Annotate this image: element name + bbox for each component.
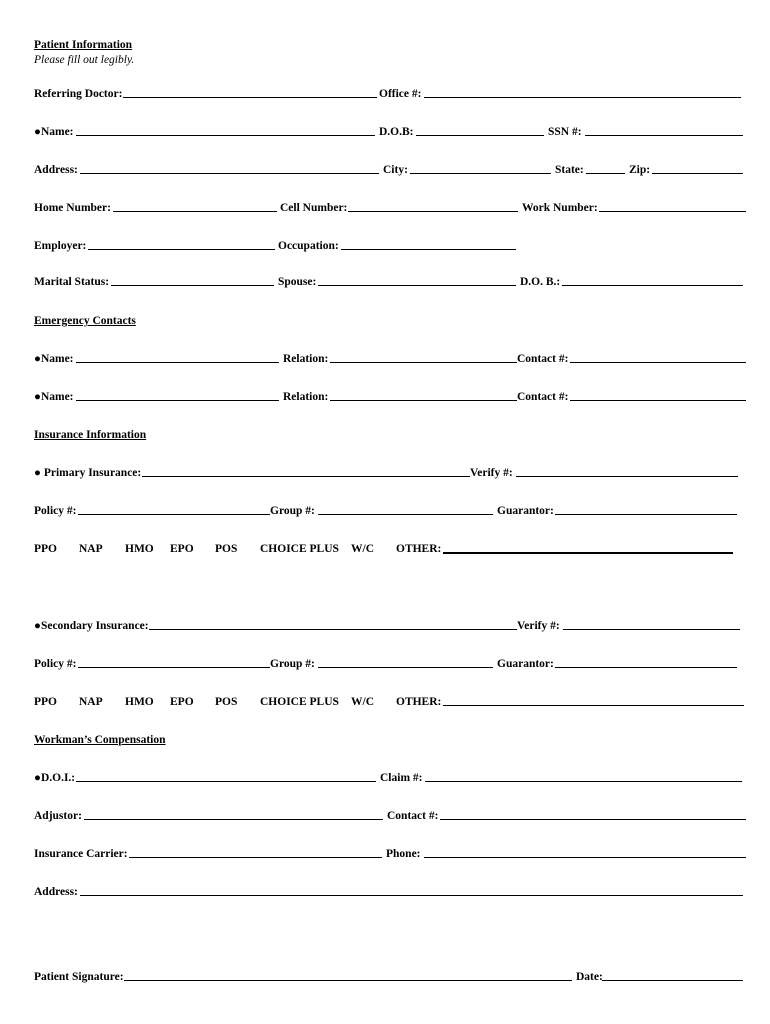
emergency-1-contact-field[interactable]: [570, 362, 746, 363]
secondary-plan-choice-plus[interactable]: CHOICE PLUS: [260, 696, 339, 708]
primary-group-label: Group #:: [270, 505, 315, 517]
secondary-plan-hmo[interactable]: HMO: [125, 696, 154, 708]
phone-label: Phone:: [386, 848, 421, 860]
primary-insurance-label: ● Primary Insurance:: [34, 467, 142, 479]
workman-address-field[interactable]: [80, 895, 743, 896]
secondary-guarantor-field[interactable]: [555, 667, 737, 668]
primary-plan-epo[interactable]: EPO: [170, 543, 194, 555]
section-title-insurance-information: Insurance Information: [34, 429, 147, 441]
date-label: Date:: [576, 971, 603, 983]
ssn-field[interactable]: [585, 135, 743, 136]
office-field[interactable]: [424, 97, 741, 98]
referring-doctor-label: Referring Doctor:: [34, 88, 123, 100]
state-field[interactable]: [586, 173, 625, 174]
primary-plan-hmo[interactable]: HMO: [125, 543, 154, 555]
emergency-2-name-field[interactable]: [76, 400, 279, 401]
primary-guarantor-field[interactable]: [555, 514, 737, 515]
spouse-dob-field[interactable]: [562, 285, 743, 286]
primary-policy-label: Policy #:: [34, 505, 77, 517]
city-label: City:: [383, 164, 408, 176]
patient-name-label: ●Name:: [34, 126, 74, 138]
secondary-other-field[interactable]: [443, 705, 744, 706]
insurance-carrier-label: Insurance Carrier:: [34, 848, 128, 860]
patient-name-field[interactable]: [76, 135, 375, 136]
section-title-patient-information: Patient Information: [34, 39, 133, 51]
adjustor-label: Adjustor:: [34, 810, 82, 822]
secondary-plan-wc[interactable]: W/C: [351, 696, 374, 708]
section-title-workmans-compensation: Workman’s Compensation: [34, 734, 166, 746]
referring-doctor-field[interactable]: [123, 97, 377, 98]
patient-signature-field[interactable]: [124, 980, 572, 981]
spouse-field[interactable]: [318, 285, 516, 286]
zip-field[interactable]: [652, 173, 743, 174]
secondary-plan-ppo[interactable]: PPO: [34, 696, 57, 708]
emergency-1-name-label: ●Name:: [34, 353, 74, 365]
emergency-1-name-field[interactable]: [76, 362, 279, 363]
claim-label: Claim #:: [380, 772, 423, 784]
spouse-dob-label: D.O. B.:: [520, 276, 561, 288]
primary-plan-ppo[interactable]: PPO: [34, 543, 57, 555]
claim-field[interactable]: [425, 781, 742, 782]
secondary-guarantor-label: Guarantor:: [497, 658, 554, 670]
secondary-insurance-label: ●Secondary Insurance:: [34, 620, 149, 632]
patient-signature-label: Patient Signature:: [34, 971, 124, 983]
workman-contact-field[interactable]: [440, 819, 746, 820]
secondary-other-label: OTHER:: [396, 696, 442, 708]
secondary-group-label: Group #:: [270, 658, 315, 670]
primary-insurance-field[interactable]: [142, 476, 470, 477]
doi-label: ●D.O.I.:: [34, 772, 76, 784]
form-instructions: Please fill out legibly.: [34, 54, 135, 66]
primary-plan-pos[interactable]: POS: [215, 543, 238, 555]
cell-number-field[interactable]: [348, 211, 518, 212]
cell-number-label: Cell Number:: [280, 202, 348, 214]
occupation-field[interactable]: [341, 249, 516, 250]
work-number-label: Work Number:: [522, 202, 598, 214]
zip-label: Zip:: [629, 164, 651, 176]
spouse-label: Spouse:: [278, 276, 317, 288]
work-number-field[interactable]: [599, 211, 746, 212]
primary-group-field[interactable]: [318, 514, 493, 515]
employer-label: Employer:: [34, 240, 87, 252]
ssn-label: SSN #:: [548, 126, 582, 138]
primary-policy-field[interactable]: [78, 514, 270, 515]
employer-field[interactable]: [88, 249, 275, 250]
doi-field[interactable]: [76, 781, 376, 782]
secondary-policy-field[interactable]: [78, 667, 270, 668]
marital-status-label: Marital Status:: [34, 276, 110, 288]
adjustor-field[interactable]: [84, 819, 383, 820]
workman-address-label: Address:: [34, 886, 78, 898]
secondary-verify-label: Verify #:: [517, 620, 560, 632]
secondary-plan-epo[interactable]: EPO: [170, 696, 194, 708]
home-number-label: Home Number:: [34, 202, 111, 214]
primary-other-label: OTHER:: [396, 543, 442, 555]
primary-verify-field[interactable]: [516, 476, 738, 477]
secondary-group-field[interactable]: [318, 667, 493, 668]
primary-other-field[interactable]: [443, 552, 733, 554]
date-field[interactable]: [602, 980, 743, 981]
workman-contact-label: Contact #:: [387, 810, 439, 822]
marital-status-field[interactable]: [111, 285, 274, 286]
emergency-2-relation-field[interactable]: [330, 400, 517, 401]
secondary-plan-nap[interactable]: NAP: [79, 696, 103, 708]
city-field[interactable]: [410, 173, 551, 174]
primary-verify-label: Verify #:: [470, 467, 513, 479]
address-label: Address:: [34, 164, 78, 176]
emergency-2-contact-label: Contact #:: [517, 391, 569, 403]
dob-label: D.O.B:: [379, 126, 414, 138]
primary-guarantor-label: Guarantor:: [497, 505, 554, 517]
primary-plan-nap[interactable]: NAP: [79, 543, 103, 555]
emergency-2-name-label: ●Name:: [34, 391, 74, 403]
occupation-label: Occupation:: [278, 240, 339, 252]
dob-field[interactable]: [416, 135, 544, 136]
address-field[interactable]: [80, 173, 379, 174]
emergency-2-contact-field[interactable]: [570, 400, 746, 401]
secondary-policy-label: Policy #:: [34, 658, 77, 670]
emergency-1-contact-label: Contact #:: [517, 353, 569, 365]
insurance-carrier-field[interactable]: [129, 857, 382, 858]
emergency-1-relation-field[interactable]: [330, 362, 517, 363]
secondary-verify-field[interactable]: [563, 629, 740, 630]
emergency-1-relation-label: Relation:: [283, 353, 329, 365]
section-title-emergency-contacts: Emergency Contacts: [34, 315, 136, 327]
phone-field[interactable]: [424, 857, 746, 858]
emergency-2-relation-label: Relation:: [283, 391, 329, 403]
office-label: Office #:: [379, 88, 422, 100]
secondary-insurance-field[interactable]: [149, 629, 517, 630]
secondary-plan-pos[interactable]: POS: [215, 696, 238, 708]
state-label: State:: [555, 164, 584, 176]
home-number-field[interactable]: [113, 211, 277, 212]
primary-plan-wc[interactable]: W/C: [351, 543, 374, 555]
primary-plan-choice-plus[interactable]: CHOICE PLUS: [260, 543, 339, 555]
